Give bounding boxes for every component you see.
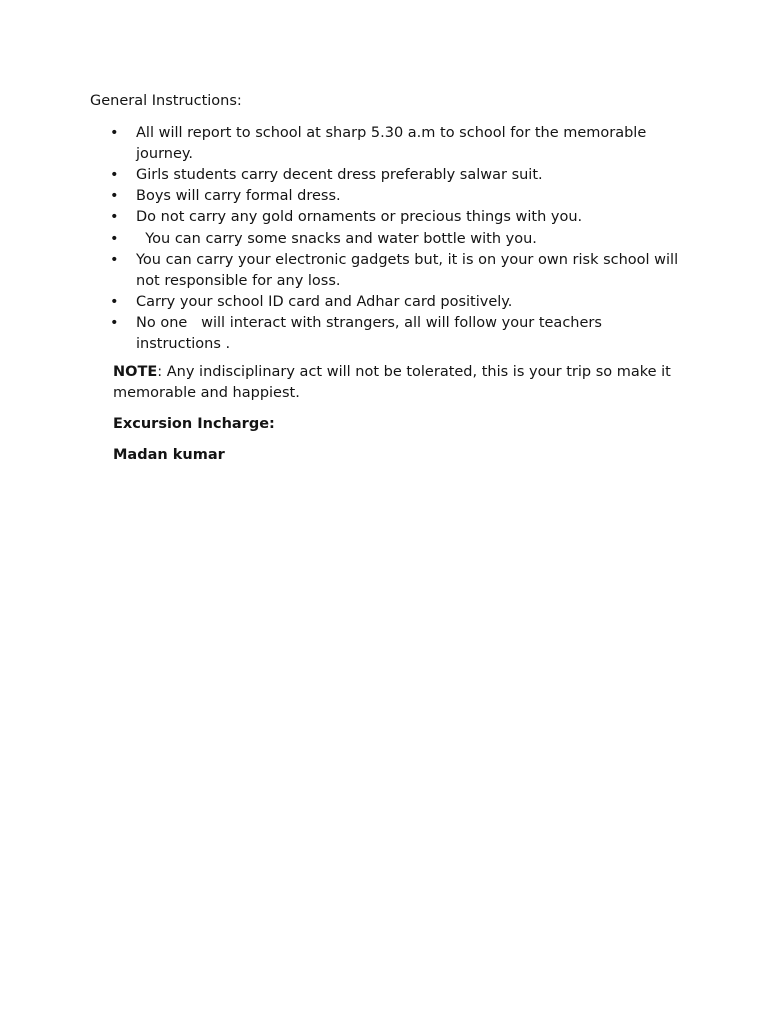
instruction-text: Do not carry any gold ornaments or precious things with you. [136, 209, 583, 226]
bullet-icon: • [110, 230, 119, 247]
instruction-text: Carry your school ID card and Adhar card positively. [136, 293, 513, 310]
instructions-heading: General Instructions: [90, 93, 242, 109]
instructions-list [110, 123, 686, 355]
list-item [110, 186, 686, 207]
bullet-icon: • [110, 293, 119, 310]
bullet-icon: • [110, 314, 119, 331]
bullet-icon: • [110, 188, 119, 205]
list-item [110, 292, 686, 313]
excursion-incharge-name: Madan kumar [113, 447, 225, 463]
instruction-text: You can carry some snacks and water bottle with you. [136, 230, 537, 247]
list-item [110, 165, 686, 186]
instruction-text: Girls students carry decent dress preferably salwar suit. [136, 166, 543, 183]
bullet-icon: • [110, 166, 119, 183]
instruction-text: Boys will carry formal dress. [136, 188, 341, 205]
note-label: NOTE [113, 364, 158, 380]
bullet-icon: • [110, 209, 119, 226]
instruction-text: All will report to school at sharp 5.30 a.m to school for the memorable journey. [136, 125, 647, 162]
list-item [110, 313, 686, 355]
note-paragraph [113, 362, 693, 404]
list-item [110, 229, 686, 250]
instruction-text: No one will interact with strangers, all will follow your teachers instructions . [136, 314, 602, 352]
bullet-icon: • [110, 251, 119, 268]
list-item [110, 207, 686, 228]
excursion-incharge-label: Excursion Incharge: [113, 416, 275, 432]
instruction-text: You can carry your electronic gadgets but, it is on your own risk school will not responsible for any loss. [136, 251, 679, 289]
bullet-icon: • [110, 125, 119, 141]
note-text: : Any indisciplinary act will not be tolerated, this is your trip so make it memorable and happiest. [113, 364, 671, 401]
list-item [110, 123, 686, 165]
list-item [110, 250, 686, 292]
